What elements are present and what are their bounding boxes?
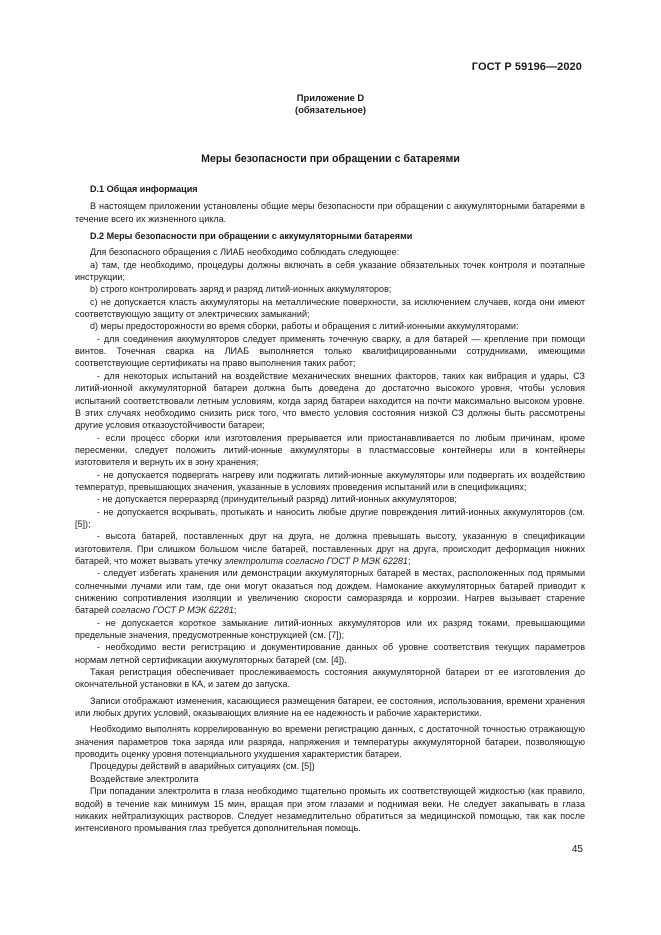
section-heading-d1: D.1 Общая информация (90, 184, 198, 194)
list-item: c) не допускается класть аккумуляторы на металлические поверхности, за исключением случаев, когда они имеют соответствующую защиту от электрических замыканий; (75, 296, 585, 320)
paragraph: Такая регистрация обеспечивает прослеживаемость состояния аккумуляторной батареи от ее изготовления до окончательной установки в КА, и затем до запуска. (75, 667, 585, 690)
list-item: d) меры предосторожности во время сборки, работы и обращения с литий-ионными аккумуляторами: (90, 321, 519, 332)
paragraph: Воздействие электролита (90, 773, 199, 784)
paragraph: При попадании электролита в глаза необходимо тщательно промыть их соответствующей жидкостью (как правило, водой) в течение как минимум 15 мин, вращая при этом глазами и поднимая веки. Не следует закапывать в глаза никаких нейтрализующих растворов. Следует незамедлительно обратиться за медицинской помощью, так как после интенсивного промывания глаз требуется дополнительная помощь. (75, 786, 585, 834)
sub-list-item (75, 530, 585, 567)
sub-list-item: - необходимо вести регистрацию и документирование данных об уровне соответствия текущих параметров нормам летной сертификации аккумуляторных батарей (см. [4]). (75, 642, 585, 665)
page-number: 45 (571, 844, 583, 855)
reference-text: электролита согласно ГОСТ Р МЭК 62281 (224, 555, 408, 566)
sub-list-item: - для соединения аккумуляторов следует применять точечную сварку, а для батарей — крепление при помощи винтов. Точечная сварка на ЛИАБ выполняется только квалифицированными сотрудниками, имеющими соответствующие сертификаты на право выполнения таких работ; (75, 333, 585, 369)
sub-list-item: - не допускается подвергать нагреву или поджигать литий-ионные аккумуляторы или подвергать их воздействию температур, превышающих значения, указанные в условиях проведения испытаний или в спецификациях; (75, 469, 585, 492)
section-heading-d2: D.2 Меры безопасности при обращении с аккумуляторными батареями (90, 231, 413, 242)
paragraph: Записи отображают изменения, касающиеся размещения батареи, ее состояния, использования, времени хранения или любых других условий, оказывающих влияние на ее надежность и рабочие характеристики. (75, 695, 585, 719)
sub-list-item: - если процесс сборки или изготовления прерывается или приостанавливается по любым причинам, кроме пересменки, следует положить литий-ионные аккумуляторы в пластмассовые контейнеры или в контейнеры изготовителя и вернуть их в зону хранения; (75, 432, 585, 468)
paragraph: Процедуры действий в аварийных ситуациях (см. [5]) (90, 761, 315, 772)
text: ; (407, 555, 411, 566)
sub-list-item: - не допускается вскрывать, протыкать и наносить любые другие повреждения литий-ионных аккумуляторов (см. [5]); (75, 506, 585, 529)
sub-list-item (75, 567, 585, 616)
reference-text: согласно ГОСТ Р МЭК 62281 (111, 605, 234, 616)
paragraph: В настоящем приложении установлены общие меры безопасности при обращении с аккумуляторными батареями в течение всего их жизненного цикла. (75, 201, 585, 224)
paragraph: Для безопасного обращения с ЛИАБ необходимо соблюдать следующее: (90, 247, 400, 258)
paragraph: Необходимо выполнять коррелированную во времени регистрацию данных, с достаточной точностью отражающую значения параметров тока заряда или разряда, напряжения и температуры аккумуляторной батареи, позволяющую проводить оценку уровня потенциального ухудшения характеристик батареи. (75, 724, 585, 760)
document-body (75, 183, 585, 835)
sub-list-item: - для некоторых испытаний на воздействие механических внешних факторов, таких как вибрация и удары, СЗ литий-ионной аккумуляторной батареи должна быть доведена до достаточно высокого уровня, чтобы условия испытаний соответствовали летным условиям, когда заряд батареи находится на почти максимально высоком уровне. В этих случаях необходимо снизить риск того, что вместо условия состояния низкой СЗ должны быть рассмотрены другие условия отказоустойчивости батареи; (75, 370, 585, 431)
page-title: Меры безопасности при обращении с батареями (201, 153, 460, 165)
text: - следует избегать хранения или демонстрации аккумуляторных батарей в местах, расположенных под прямыми солнечными лучами или там, где они могут оказаться под дождем. Намокание аккумуляторных батарей приводит к снижению сопротивления изоляции и увеличению скорости саморазряда и коррозии. Нагрев вызывает старение батарей (75, 568, 585, 616)
text: ; (233, 605, 237, 616)
sub-list-item: - не допускается короткое замыкание литий-ионных аккумуляторов или их разряд токами, превышающими предельные значения, предусмотренные конструкцией (см. [7]); (75, 617, 585, 641)
document-code: ГОСТ Р 59196—2020 (471, 61, 582, 73)
appendix-label: Приложение D (296, 92, 365, 103)
appendix-status: (обязательное) (295, 104, 366, 115)
list-item: а) там, где необходимо, процедуры должны включать в себя указание обязательных точек контроля и поэтапные инструкции; (75, 259, 585, 283)
text: - высота батарей, поставленных друг на друга, не должна превышать высоту, указанную в спецификации изготовителя. При слишком большом числе батарей, поставленных друг на друга, происходит деформация нижних батарей, что может вызвать утечку (75, 531, 585, 566)
sub-list-item: - не допускается переразряд (принудительный разряд) литий-ионных аккумуляторов; (97, 494, 457, 505)
list-item: b) строго контролировать заряд и разряд литий-ионных аккумуляторов; (90, 284, 392, 295)
appendix-heading (0, 92, 661, 116)
